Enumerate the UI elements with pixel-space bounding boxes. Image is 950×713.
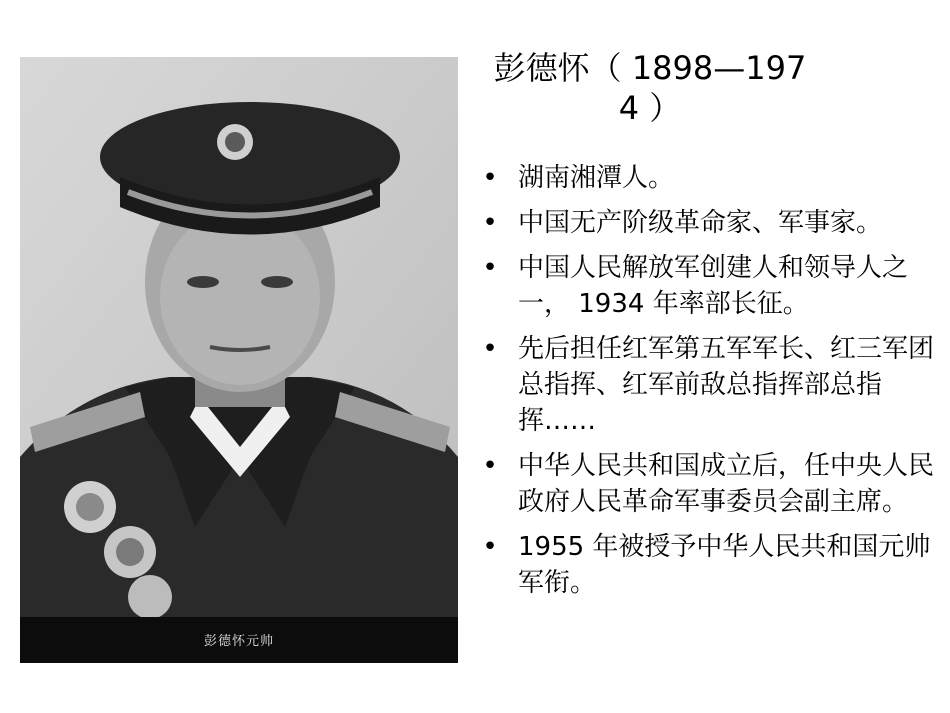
bullet-icon: •: [482, 451, 498, 481]
bullet-icon: •: [482, 208, 498, 238]
bullet-text: 1955 年被授予中华人民共和国元帅军衔。: [518, 532, 931, 598]
list-item: [478, 205, 948, 241]
photo-caption: 彭德怀元帅: [203, 634, 274, 649]
bullet-icon: •: [482, 334, 498, 364]
bullet-text: 先后担任红军第五军军长、红三军团总指挥、红军前敌总指挥部总指挥……: [518, 334, 935, 436]
list-item: [478, 160, 948, 196]
portrait-photo: [20, 57, 458, 663]
bullet-text: 中国人民解放军创建人和领导人之一， 1934 年率部长征。: [518, 253, 909, 319]
bullet-icon: •: [482, 163, 498, 193]
list-item: [478, 448, 948, 520]
bullet-icon: •: [482, 532, 498, 562]
portrait-image: [20, 57, 458, 617]
bullet-text: 湖南湘潭人。: [518, 163, 675, 193]
slide-title: 彭德怀（ 1898—197 4 ）: [493, 49, 807, 127]
list-item: [478, 250, 948, 322]
bullet-list: [478, 160, 948, 610]
bullet-text: 中华人民共和国成立后，任中央人民政府人民革命军事委员会副主席。: [518, 451, 935, 517]
bullet-icon: •: [482, 253, 498, 283]
list-item: [478, 331, 948, 439]
bullet-text: 中国无产阶级革命家、军事家。: [518, 208, 883, 238]
list-item: [478, 529, 948, 601]
